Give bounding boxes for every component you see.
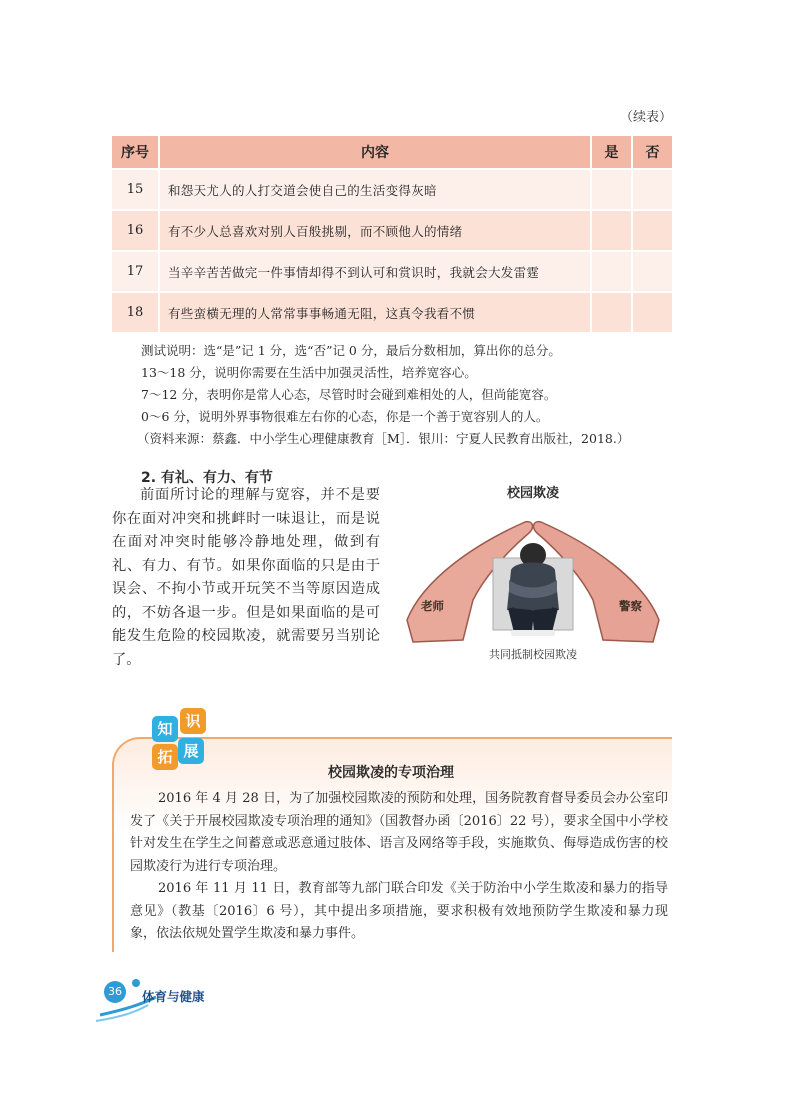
header-yes: 是 [591,135,632,169]
note-mid-score: 7～12 分，表明你是常人心态，尽管时时会碰到难相处的人，但尚能宽容。 [141,387,557,402]
table-row [111,169,673,210]
table-row [111,251,673,292]
knowledge-box-text [130,788,668,946]
knowledge-badge [148,708,212,768]
puzzle-piece-icon: 知 [152,716,178,742]
row-content: 有不少人总喜欢对别人百般挑剔，而不顾他人的情绪 [159,210,591,251]
student-shoes [511,630,555,636]
no-cell[interactable] [632,169,673,210]
knowledge-paragraph: 2016 年 4 月 28 日，为了加强校园欺凌的预防和处理，国务院教育督导委员会办公室印发了《关于开展校园欺凌专项治理的通知》（国教督办函〔2016〕22 号），要求全国中小学校针对发生在学生之间蓄意或恶意通过肢体、语言及网络等手段，实施欺负、侮辱造成伤害的校园欺凌行为进行专项治理。 [130,791,668,874]
row-number: 15 [111,169,159,210]
header-no: 否 [632,135,673,169]
yes-cell[interactable] [591,210,632,251]
test-notes [137,340,681,450]
no-cell[interactable] [632,292,673,333]
row-number: 18 [111,292,159,333]
row-content: 和怨天尤人的人打交道会使自己的生活变得灰暗 [159,169,591,210]
row-number: 17 [111,251,159,292]
protective-hands-illustration [393,500,673,645]
header-content: 内容 [159,135,591,169]
puzzle-piece-icon: 拓 [152,744,178,770]
table-row [111,292,673,333]
page-footer [96,975,296,1025]
no-cell[interactable] [632,210,673,251]
row-content: 有些蛮横无理的人常常事事畅通无阻，这真令我看不惯 [159,292,591,333]
header-index: 序号 [111,135,159,169]
row-content: 当辛辛苦苦做完一件事情却得不到认可和赏识时，我就会大发雷霆 [159,251,591,292]
knowledge-box-title: 校园欺凌的专项治理 [328,765,454,781]
table-continued-label: （续表） [620,110,673,125]
figure-title: 校园欺凌 [506,486,559,501]
table-row [111,210,673,251]
note-high-score: 13～18 分，说明你需要在生活中加强灵活性，培养宽容心。 [141,365,477,380]
no-cell[interactable] [632,251,673,292]
yes-cell[interactable] [591,251,632,292]
police-label: 警察 [619,599,642,613]
yes-cell[interactable] [591,169,632,210]
teacher-label: 老师 [421,599,444,613]
body-paragraph: 前面所讨论的理解与宽容，并不是要你在面对冲突和挑衅时一味退让，而是说在面对冲突时能够冷静地处理，做到有礼、有力、有节。如果你面临的只是由于误会、不拘小节或开玩笑不当等原因造成的，不妨各退一步。但是如果面临的是可能发生危险的校园欺凌，就需要另当别论了。 [112,487,380,668]
row-number: 16 [111,210,159,251]
figure-caption: 共同抵制校园欺凌 [489,648,577,661]
yes-cell[interactable] [591,292,632,333]
knowledge-paragraph: 2016 年 11 月 11 日，教育部等九部门联合印发《关于防治中小学生欺凌和暴力的指导意见》（教基〔2016〕6 号），其中提出多项措施，要求积极有效地预防学生欺凌和暴力现象，依法依规处置学生欺凌和暴力事件。 [130,881,668,941]
puzzle-piece-icon: 识 [180,708,206,734]
bullying-figure [393,480,673,670]
table-header-row [111,135,673,169]
note-low-score: 0～6 分，说明外界事物很难左右你的心态，你是一个善于宽容别人的人。 [141,409,549,424]
puzzle-piece-icon: 展 [178,738,204,764]
note-scoring: 测试说明：选“是”记 1 分，选“否”记 0 分，最后分数相加，算出你的总分。 [141,343,561,358]
note-source: （资料来源：蔡鑫．中小学生心理健康教育［M］．银川：宁夏人民教育出版社，2018.） [137,431,630,446]
quiz-table [110,134,674,334]
book-title: 体育与健康 [142,989,205,1004]
section-title: 2. 有礼、有力、有节 [141,470,273,486]
page-number: 36 [104,981,126,1003]
